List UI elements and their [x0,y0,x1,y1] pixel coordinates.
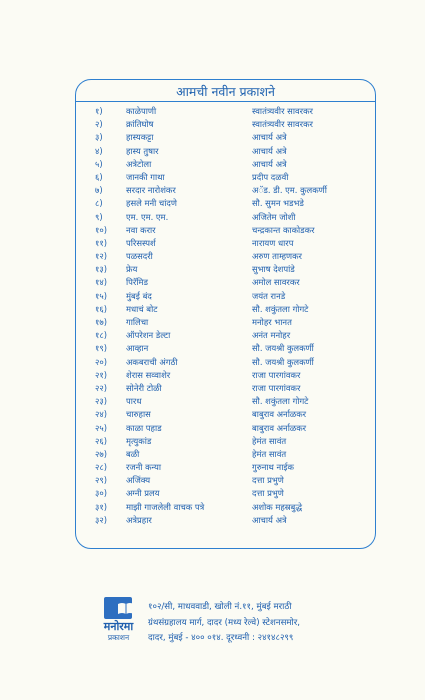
book-author: हेमंत सावंत [252,435,287,446]
book-title: मुंबई बंद [126,290,152,301]
book-author: स्वातंत्र्यवीर सावरकर [252,119,313,130]
book-title: हास्य तुषार [126,145,159,156]
list-item [76,197,375,210]
book-author: राजा पारगांवकर [252,382,301,393]
book-logo-icon [104,597,132,619]
book-number: ३) [95,132,103,143]
list-item [76,105,375,118]
list-item [76,145,375,158]
book-number: २९) [95,475,107,486]
book-number: ३२) [95,514,107,525]
book-author: गुरुनाथ नाईक [252,462,294,473]
title-divider [76,101,375,102]
book-title: गालिचा [126,317,149,327]
list-item [76,369,375,382]
book-number: १२) [95,251,107,262]
list-item [76,171,375,184]
book-author: आचार्य अत्रे [252,514,287,525]
book-author: आचार्य अत्रे [252,132,287,143]
list-item [76,395,375,408]
book-author: आचार्य अत्रे [252,158,287,169]
list-item [76,422,375,435]
book-title: हसले मनी चांदणे [126,198,177,209]
book-title: काळेपाणी [126,106,157,116]
book-title: हास्यकट्टा [126,132,154,143]
book-title: पारध [126,396,142,407]
book-number: १७) [95,317,107,327]
book-title: सरदार नारोशंकर [126,185,176,196]
book-author: आचार्य अत्रे [252,145,287,156]
book-author: सौ. शकुंतला गोगटे [252,396,309,407]
book-title: क्रांतिघोष [126,119,154,130]
book-number: १०) [95,224,107,235]
book-number: ९) [95,211,103,222]
book-author: सुभाष देशपांडे [252,264,295,275]
book-title: बळी [126,448,140,459]
book-author: सौ. जयश्री कुलकर्णी [252,343,314,354]
list-item [76,276,375,289]
book-number: २२) [95,382,107,393]
list-item [76,184,375,197]
book-number: १५) [95,290,107,301]
list-item [76,303,375,316]
book-author: अशोक महस्रबुद्धे [252,501,303,512]
book-author: हेमंत सावंत [252,448,287,459]
book-author: बाबुराव अर्नाळकर [252,409,307,420]
book-title: पळसदरी [126,251,153,262]
book-title: सोनेरी टोळी [126,382,162,393]
book-title: अत्रेटोला [126,158,152,169]
book-author: अरुण ताम्हणकर [252,251,302,262]
list-item [76,263,375,276]
book-title: काळा पहाड [126,422,162,433]
book-number: १८) [95,330,107,341]
book-title: चारुहास [126,409,151,420]
book-title: अजिंक्य [126,475,151,486]
list-item [76,211,375,224]
book-author: नारायण धारप [252,237,294,248]
book-author: सौ. जयश्री कुलकर्णी [252,356,314,367]
address-line: १०२/सी, माधववाडी, खोली नं.११, मुंबई मराठी [148,602,292,612]
book-title: अग्नी प्रलय [126,488,160,499]
list-item [76,461,375,474]
book-number: ४) [95,145,103,156]
list-item [76,290,375,303]
list-item [76,342,375,355]
book-author: राजा पारगांवकर [252,369,301,380]
book-author: स्वातंत्र्यवीर सावरकर [252,106,313,116]
book-number: १९) [95,343,107,354]
book-author: दत्ता प्रभुणे [252,475,284,486]
publisher-logo [96,597,141,643]
address-line: दादर, मुंबई - ४०० ०१४. दूरध्वनी : २४१४८२९९ [148,633,294,643]
list-item [76,224,375,237]
book-author: जयंत रानडे [252,290,286,301]
book-number: २०) [95,356,107,367]
list-item [76,514,375,527]
book-author: अमोल सावरकर [252,277,300,288]
list-item [76,448,375,461]
book-author: प्रदीप दळवी [252,171,289,182]
book-title: मृत्युकांड [126,435,152,446]
book-list [76,105,375,527]
list-title: आमची नवीन प्रकाशने [176,84,275,99]
book-number: २४) [95,409,107,420]
book-number: ३१) [95,501,107,512]
list-item [76,316,375,329]
book-author: अजितेम जोशी [252,211,296,222]
book-author: मनोहर भानत [252,317,292,327]
publisher-address [148,600,378,647]
address-line: ग्रंथसंग्रहालय मार्ग, दादर (मध्य रेल्वे) स्टेशनसमोर, [148,617,300,628]
book-number: २१) [95,369,107,380]
book-title: जानकी गाथा [126,171,165,182]
book-number: १६) [95,303,107,314]
book-title: परिसस्पर्श [126,237,156,248]
book-number: १) [95,106,103,116]
book-author: अनंत मनोहर [252,330,291,341]
publications-list-box [75,79,376,549]
book-number: २८) [95,462,107,473]
book-author: चन्द्रकान्त काकोडकर [252,224,315,235]
book-author: सौ. सुमन भडभडे [252,198,304,209]
list-item [76,356,375,369]
list-item [76,487,375,500]
book-title: अकबराची अंगठी [126,356,178,367]
book-number: २५) [95,422,107,433]
list-item [76,131,375,144]
publisher-logo-subtitle: प्रकाशन [107,633,130,642]
book-number: २) [95,119,103,130]
book-title: फ्रेय [126,264,138,275]
list-item [76,474,375,487]
book-number: ६) [95,171,103,182]
list-item [76,382,375,395]
book-number: १३) [95,264,107,275]
book-number: १४) [95,277,107,288]
book-title: शेरास सव्वाशेर [126,369,171,380]
list-item [76,158,375,171]
book-title: ऑपरेशन डेल्टा [126,330,171,341]
book-number: ११) [95,237,107,248]
publisher-logo-name: मनोरमा [103,620,134,633]
book-number: ३०) [95,488,107,499]
book-number: ५) [95,158,103,169]
book-title: नवा करार [126,224,156,235]
book-title: पिरॅमिड [126,277,149,288]
book-title: आव्हान [126,343,149,354]
book-author: अॅड. डी. एम. कुलकर्णी [252,185,327,196]
book-number: २७) [95,448,107,459]
book-author: बाबुराव अर्नाळकर [252,422,307,433]
book-number: २३) [95,396,107,407]
book-author: दत्ता प्रभुणे [252,488,284,499]
list-item [76,329,375,342]
book-author: सौ. शकुंतला गोगटे [252,303,309,314]
book-number: २६) [95,435,107,446]
list-item [76,118,375,131]
book-title: रजनी कन्या [126,462,162,473]
book-title: एम. एम. एम. [126,211,169,222]
book-number: ८) [95,198,103,209]
book-number: ७) [95,185,103,196]
list-item [76,237,375,250]
list-item [76,250,375,263]
list-item [76,501,375,514]
book-title: मधाचं बोट [126,303,158,314]
list-item [76,435,375,448]
book-title: माझी गाजलेली वाचक पत्रे [126,501,205,512]
book-title: अत्रेप्रहार [126,514,152,525]
list-item [76,408,375,421]
